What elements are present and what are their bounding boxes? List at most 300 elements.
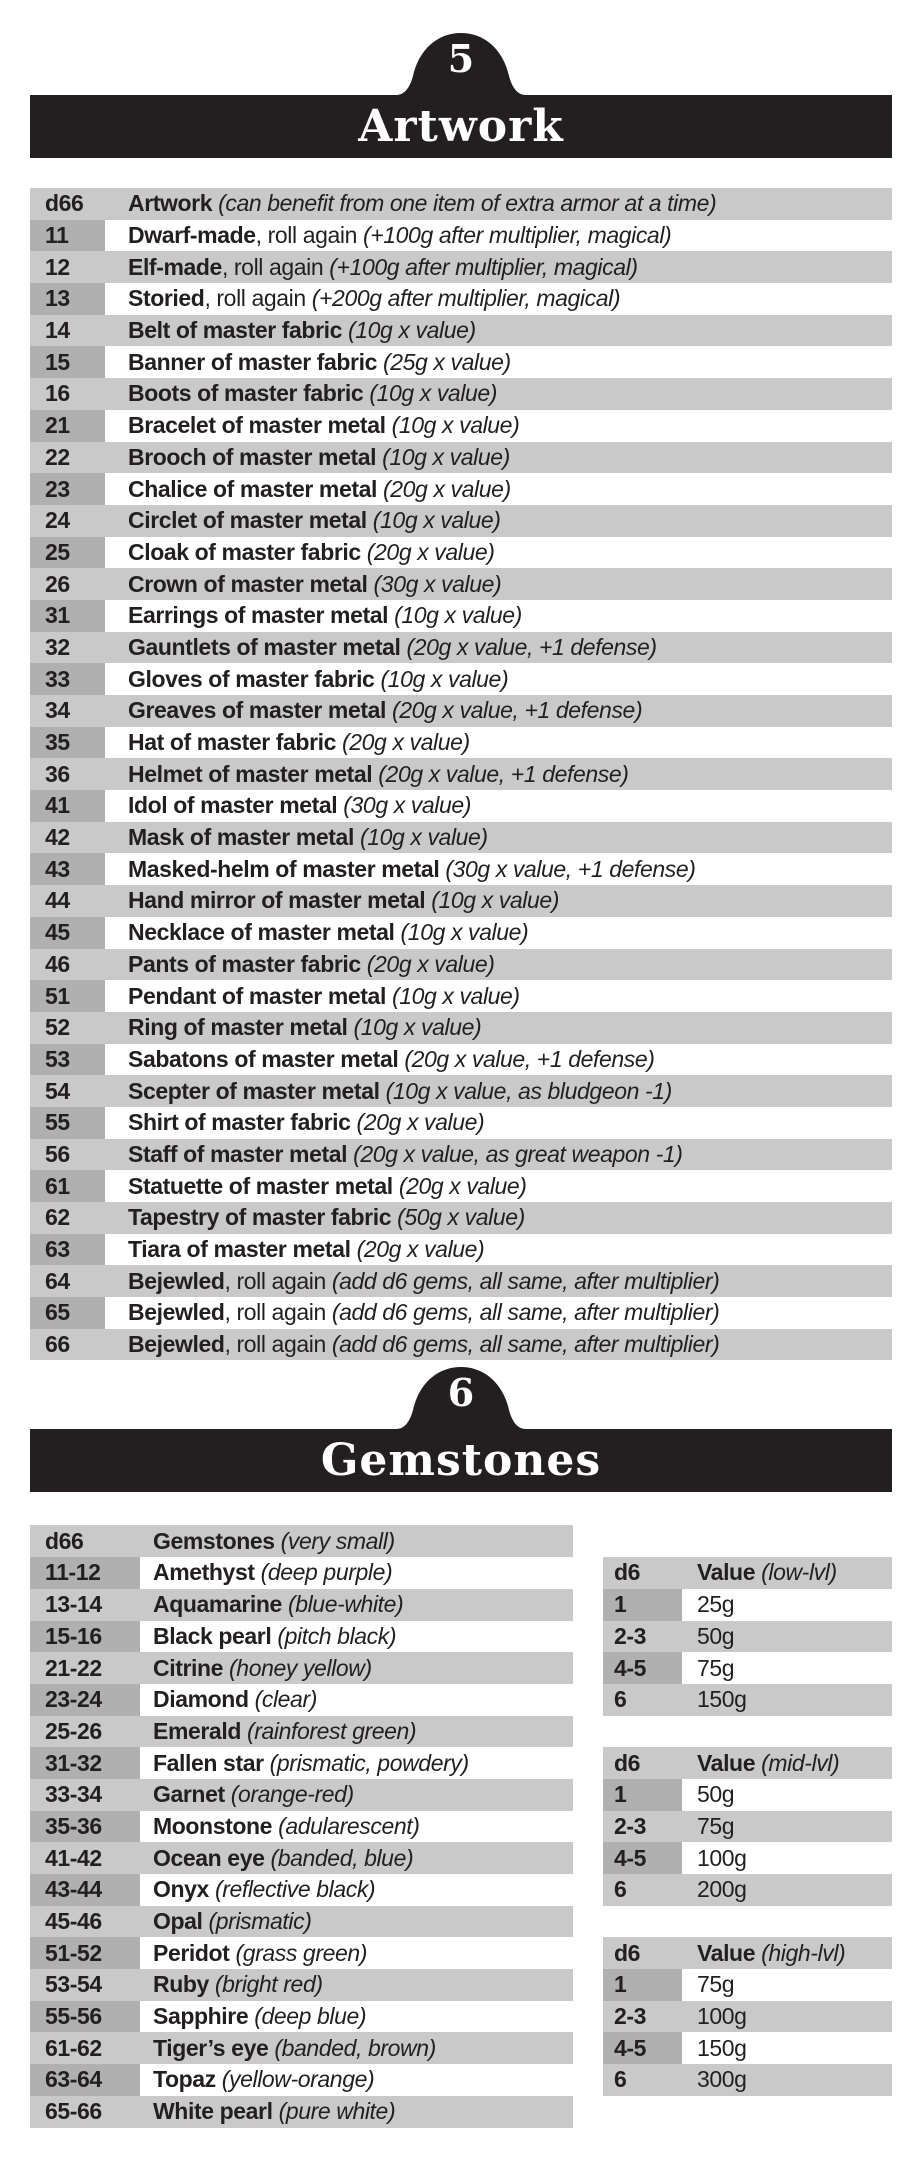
item-cell	[682, 1684, 892, 1716]
die-roll-cell: 55-56	[30, 2001, 140, 2033]
item-note: (10g x value)	[369, 380, 498, 407]
table-row	[30, 727, 892, 759]
item-name: Garnet	[153, 1781, 225, 1808]
section-banner-gemstones	[30, 1429, 892, 1492]
die-roll-cell: 21	[30, 410, 105, 442]
item-note: (20g x value, as great weapon -1)	[353, 1140, 683, 1167]
item-cell	[140, 1779, 573, 1811]
item-name: Citrine	[153, 1654, 224, 1681]
item-name: Sapphire	[153, 2003, 249, 2030]
die-roll-cell: 51-52	[30, 1937, 140, 1969]
item-name: Moonstone	[153, 1812, 273, 1839]
item-note: (20g x value)	[398, 1172, 527, 1199]
die-roll-cell: 34	[30, 695, 105, 727]
item-note: (+100g after multiplier, magical)	[362, 222, 672, 249]
item-name: Necklace of master metal	[128, 919, 395, 946]
item-cell	[105, 663, 892, 695]
item-cell	[682, 1621, 892, 1653]
die-roll-cell: 13	[30, 283, 105, 315]
item-cell	[140, 1747, 573, 1779]
die-roll-cell: 16	[30, 378, 105, 410]
table-header-row	[603, 1937, 892, 1969]
die-roll-cell: 11-12	[30, 1557, 140, 1589]
table-title: Value	[697, 1749, 756, 1776]
item-note: (add d6 gems, all same, after multiplier)	[331, 1267, 720, 1294]
die-roll-cell: 51	[30, 980, 105, 1012]
item-name: Crown of master metal	[128, 570, 368, 597]
table-row	[30, 2032, 573, 2064]
table-note: (can benefit from one item of extra armor at a time)	[218, 190, 717, 217]
section-number-dome-gemstones	[396, 1366, 526, 1429]
die-roll-cell: 14	[30, 315, 105, 347]
item-note: (deep blue)	[254, 2003, 367, 2030]
die-roll-cell: 44	[30, 885, 105, 917]
item-note: (10g x value)	[359, 824, 488, 851]
die-roll-cell: 23	[30, 473, 105, 505]
table-row	[30, 1652, 573, 1684]
value-table	[603, 1747, 892, 1905]
item-name: Mask of master metal	[128, 824, 354, 851]
table-note: (high-lvl)	[761, 1939, 846, 1966]
item-cell	[105, 442, 892, 474]
item-name: Bejewled	[128, 1331, 225, 1358]
item-note: (20g x value, +1 defense)	[406, 633, 657, 660]
item-cell	[105, 283, 892, 315]
table-row	[30, 1075, 892, 1107]
table-row	[30, 283, 892, 315]
item-cell	[105, 1044, 892, 1076]
item-name: Ring of master metal	[128, 1014, 348, 1041]
section-title: Artwork	[358, 101, 564, 152]
item-name: Statuette of master metal	[128, 1172, 393, 1199]
table-row	[30, 632, 892, 664]
die-roll-cell: 15-16	[30, 1621, 140, 1653]
die-roll-cell: 4-5	[603, 2032, 682, 2064]
die-roll-cell: 31-32	[30, 1747, 140, 1779]
die-roll-cell: 31	[30, 600, 105, 632]
die-roll-cell: 6	[603, 2064, 682, 2096]
item-cell	[105, 917, 892, 949]
item-name: Cloak of master fabric	[128, 538, 361, 565]
die-roll-cell: 33	[30, 663, 105, 695]
item-name: Helmet of master metal	[128, 760, 373, 787]
item-name: Staff of master metal	[128, 1140, 348, 1167]
item-cell	[105, 473, 892, 505]
die-roll-cell: 26	[30, 568, 105, 600]
item-cell	[682, 2064, 892, 2096]
die-roll-cell: 43	[30, 853, 105, 885]
section-number: 5	[447, 36, 475, 81]
page-content	[30, 32, 892, 2128]
item-cell	[105, 632, 892, 664]
die-roll-cell: 25	[30, 537, 105, 569]
table-row	[30, 251, 892, 283]
item-cell	[140, 1557, 573, 1589]
item-name: Dwarf-made	[128, 222, 256, 249]
item-cell	[105, 1139, 892, 1171]
item-cell	[140, 1589, 573, 1621]
artwork-table	[30, 188, 892, 1360]
table-row	[603, 2032, 892, 2064]
item-note: (prismatic)	[208, 1908, 312, 1935]
die-roll-cell: 32	[30, 632, 105, 664]
table-row	[603, 1779, 892, 1811]
item-note: (10g x value)	[431, 887, 559, 914]
item-cell	[682, 1779, 892, 1811]
item-name: Bracelet of master metal	[128, 412, 386, 439]
item-name: Brooch of master metal	[128, 443, 377, 470]
die-roll-cell: 4-5	[603, 1652, 682, 1684]
item-note: (20g x value)	[383, 475, 511, 502]
table-row	[603, 1969, 892, 2001]
die-roll-cell: 61-62	[30, 2032, 140, 2064]
die-roll-cell: 36	[30, 758, 105, 790]
table-row	[30, 1811, 573, 1843]
item-cell	[140, 1906, 573, 1938]
item-note: (20g x value, +1 defense)	[404, 1045, 655, 1072]
table-row	[603, 1811, 892, 1843]
item-name: Chalice of master metal	[128, 475, 378, 502]
item-name: Bejewled	[128, 1267, 225, 1294]
table-row	[30, 537, 892, 569]
item-cell	[105, 853, 892, 885]
item-note: (orange-red)	[230, 1781, 354, 1808]
item-cell	[105, 1075, 892, 1107]
table-row	[30, 917, 892, 949]
table-row	[30, 473, 892, 505]
item-name: Ruby	[153, 1971, 209, 1998]
table-row	[30, 442, 892, 474]
item-cell	[105, 600, 892, 632]
table-row	[30, 315, 892, 347]
item-cell	[140, 1937, 573, 1969]
item-note: (adularescent)	[278, 1812, 420, 1839]
item-cell	[105, 885, 892, 917]
item-cell	[105, 1234, 892, 1266]
item-cell	[105, 1170, 892, 1202]
item-cell	[105, 251, 892, 283]
value-text: 50g	[697, 1781, 735, 1808]
table-row	[30, 1716, 573, 1748]
table-row	[30, 2064, 573, 2096]
die-roll-cell: 1	[603, 1969, 682, 2001]
die-roll-cell: 65-66	[30, 2096, 140, 2128]
table-row	[30, 1107, 892, 1139]
table-row	[30, 2096, 573, 2128]
item-name: White pearl	[153, 2098, 273, 2125]
die-roll-cell: 25-26	[30, 1716, 140, 1748]
item-name: Gloves of master fabric	[128, 665, 375, 692]
die-roll-cell: 22	[30, 442, 105, 474]
item-cell	[140, 1969, 573, 2001]
item-note: (+100g after multiplier, magical)	[329, 253, 638, 280]
item-name: Idol of master metal	[128, 792, 338, 819]
item-note: (10g x value)	[391, 412, 520, 439]
item-name: Circlet of master metal	[128, 507, 367, 534]
item-cell	[140, 1874, 573, 1906]
table-note: (very small)	[280, 1527, 395, 1554]
item-cell	[140, 2096, 573, 2128]
table-header-row	[603, 1747, 892, 1779]
table-row	[30, 1684, 573, 1716]
item-cell	[682, 1652, 892, 1684]
die-roll-cell: 43-44	[30, 1874, 140, 1906]
table-note: (low-lvl)	[761, 1559, 837, 1586]
item-cell	[140, 1621, 573, 1653]
item-note: (50g x value)	[397, 1204, 525, 1231]
item-name: Tiara of master metal	[128, 1236, 351, 1263]
item-note: (20g x value)	[342, 729, 470, 756]
item-name: Boots of master fabric	[128, 380, 364, 407]
item-cell	[105, 980, 892, 1012]
die-roll-cell: 12	[30, 251, 105, 283]
value-text: 150g	[697, 2034, 747, 2061]
table-row	[603, 1684, 892, 1716]
die-roll-cell: 64	[30, 1265, 105, 1297]
item-name: Amethyst	[153, 1559, 255, 1586]
die-column-header: d66	[30, 188, 105, 220]
item-cell	[140, 2032, 573, 2064]
table-title: Value	[697, 1939, 756, 1966]
value-text: 75g	[697, 1654, 735, 1681]
table-row	[30, 2001, 573, 2033]
item-note: (20g x value, +1 defense)	[378, 760, 629, 787]
item-cell	[682, 2001, 892, 2033]
item-cell	[105, 1107, 892, 1139]
item-name: Elf-made	[128, 253, 222, 280]
table-row	[30, 220, 892, 252]
item-name: Greaves of master metal	[128, 697, 386, 724]
table-row	[30, 695, 892, 727]
item-cell	[105, 220, 892, 252]
item-note: (10g x value)	[372, 507, 501, 534]
item-name: Bejewled	[128, 1299, 225, 1326]
die-column-header: d6	[603, 1937, 682, 1969]
item-note: (10g x value)	[394, 602, 522, 629]
item-plain-text: , roll again	[224, 1331, 326, 1358]
table-header-row	[30, 188, 892, 220]
die-roll-cell: 33-34	[30, 1779, 140, 1811]
item-note: (pitch black)	[277, 1622, 397, 1649]
die-roll-cell: 1	[603, 1589, 682, 1621]
item-plain-text: , roll again	[224, 1267, 326, 1294]
item-note: (add d6 gems, all same, after multiplier)	[331, 1299, 720, 1326]
item-cell	[140, 2001, 573, 2033]
die-roll-cell: 65	[30, 1297, 105, 1329]
table-row	[30, 1906, 573, 1938]
table-row	[30, 1329, 892, 1361]
item-name: Peridot	[153, 1939, 230, 1966]
item-name: Hand mirror of master metal	[128, 887, 426, 914]
item-plain-text: , roll again	[255, 222, 357, 249]
table-row	[30, 1937, 573, 1969]
item-note: (20g x value)	[356, 1109, 485, 1136]
item-note: (10g x value)	[391, 982, 520, 1009]
table-row	[30, 853, 892, 885]
item-name: Banner of master fabric	[128, 348, 377, 375]
item-name: Scepter of master metal	[128, 1077, 380, 1104]
value-text: 200g	[697, 1876, 747, 1903]
table-header-row	[603, 1557, 892, 1589]
item-name: Tapestry of master fabric	[128, 1204, 392, 1231]
die-roll-cell: 42	[30, 822, 105, 854]
table-row	[30, 822, 892, 854]
table-row	[30, 1621, 573, 1653]
table-row	[30, 600, 892, 632]
table-row	[30, 1557, 573, 1589]
item-cell	[105, 1012, 892, 1044]
item-note: (20g x value, +1 defense)	[392, 697, 643, 724]
item-name: Pendant of master metal	[128, 982, 386, 1009]
value-text: 150g	[697, 1686, 747, 1713]
item-note: (clear)	[254, 1686, 317, 1713]
die-roll-cell: 46	[30, 949, 105, 981]
die-roll-cell: 23-24	[30, 1684, 140, 1716]
table-row	[30, 1969, 573, 2001]
table-row	[30, 1139, 892, 1171]
table-note: (mid-lvl)	[761, 1749, 840, 1776]
item-note: (deep purple)	[260, 1559, 393, 1586]
table-row	[603, 1589, 892, 1621]
item-cell	[140, 2064, 573, 2096]
item-note: (10g x value)	[380, 665, 509, 692]
die-roll-cell: 6	[603, 1874, 682, 1906]
item-cell	[105, 695, 892, 727]
table-row	[30, 980, 892, 1012]
value-text: 100g	[697, 2003, 747, 2030]
item-note: (banded, blue)	[270, 1844, 414, 1871]
die-roll-cell: 13-14	[30, 1589, 140, 1621]
item-name: Hat of master fabric	[128, 729, 337, 756]
item-note: (prismatic, powdery)	[269, 1749, 469, 1776]
item-name: Sabatons of master metal	[128, 1045, 399, 1072]
artwork-table-rows	[30, 220, 892, 1361]
item-name: Onyx	[153, 1876, 209, 1903]
item-note: (10g x value, as bludgeon -1)	[385, 1077, 672, 1104]
die-roll-cell: 56	[30, 1139, 105, 1171]
table-row	[30, 1044, 892, 1076]
item-cell	[105, 315, 892, 347]
item-name: Black pearl	[153, 1622, 272, 1649]
value-text: 100g	[697, 1844, 747, 1871]
table-row	[30, 1779, 573, 1811]
table-row	[603, 1874, 892, 1906]
item-cell	[682, 1874, 892, 1906]
die-roll-cell: 63-64	[30, 2064, 140, 2096]
item-cell	[105, 790, 892, 822]
table-row	[603, 1842, 892, 1874]
die-roll-cell: 4-5	[603, 1842, 682, 1874]
section-title: Gemstones	[320, 1435, 602, 1487]
item-cell	[140, 1811, 573, 1843]
item-cell	[105, 727, 892, 759]
table-row	[603, 2001, 892, 2033]
table-row	[30, 410, 892, 442]
value-tables-column	[603, 1525, 892, 2095]
item-name: Belt of master fabric	[128, 317, 342, 344]
item-cell	[140, 1716, 573, 1748]
table-row	[30, 1234, 892, 1266]
item-cell	[105, 1202, 892, 1234]
value-text: 300g	[697, 2066, 747, 2093]
item-cell	[682, 1842, 892, 1874]
item-cell	[682, 1589, 892, 1621]
item-note: (30g x value, +1 defense)	[445, 855, 696, 882]
item-cell	[105, 949, 892, 981]
die-roll-cell: 41-42	[30, 1842, 140, 1874]
die-roll-cell: 35	[30, 727, 105, 759]
item-name: Emerald	[153, 1717, 241, 1744]
item-cell	[682, 2032, 892, 2064]
item-cell	[105, 822, 892, 854]
item-name: Pants of master fabric	[128, 950, 361, 977]
die-roll-cell: 53	[30, 1044, 105, 1076]
item-note: (10g x value)	[353, 1014, 482, 1041]
item-note: (10g x value)	[400, 919, 529, 946]
item-note: (20g x value)	[356, 1236, 485, 1263]
item-name: Shirt of master fabric	[128, 1109, 351, 1136]
table-row	[30, 758, 892, 790]
die-roll-cell: 45	[30, 917, 105, 949]
die-column-header: d6	[603, 1747, 682, 1779]
table-title: Gemstones	[153, 1527, 275, 1554]
table-row	[30, 568, 892, 600]
item-name: Topaz	[153, 2066, 216, 2093]
item-note: (yellow-orange)	[221, 2066, 375, 2093]
gemstones-layout	[30, 1525, 892, 2127]
section-number: 6	[447, 1370, 475, 1416]
item-note: (pure white)	[278, 2098, 396, 2125]
die-roll-cell: 35-36	[30, 1811, 140, 1843]
item-cell	[682, 1811, 892, 1843]
item-note: (honey yellow)	[229, 1654, 372, 1681]
table-row	[30, 1589, 573, 1621]
item-cell	[682, 1969, 892, 2001]
header-cell	[682, 1937, 892, 1969]
die-roll-cell: 52	[30, 1012, 105, 1044]
table-row	[603, 1652, 892, 1684]
item-plain-text: , roll again	[204, 285, 306, 312]
table-row	[30, 790, 892, 822]
item-cell	[105, 537, 892, 569]
item-note: (+200g after multiplier, magical)	[311, 285, 621, 312]
item-note: (30g x value)	[373, 570, 502, 597]
table-row	[603, 2064, 892, 2096]
item-cell	[140, 1652, 573, 1684]
die-roll-cell: 6	[603, 1684, 682, 1716]
section-number-dome-artwork	[396, 32, 526, 95]
table-row	[30, 1265, 892, 1297]
die-roll-cell: 61	[30, 1170, 105, 1202]
table-row	[30, 505, 892, 537]
die-roll-cell: 21-22	[30, 1652, 140, 1684]
die-roll-cell: 24	[30, 505, 105, 537]
die-roll-cell: 55	[30, 1107, 105, 1139]
item-name: Earrings of master metal	[128, 602, 389, 629]
item-cell	[105, 758, 892, 790]
item-name: Aquamarine	[153, 1591, 282, 1618]
value-text: 75g	[697, 1971, 735, 1998]
table-row	[30, 1842, 573, 1874]
item-note: (20g x value)	[366, 538, 495, 565]
item-note: (bright red)	[214, 1971, 323, 1998]
section-banner-artwork	[30, 95, 892, 158]
die-column-header: d66	[30, 1525, 140, 1557]
item-name: Diamond	[153, 1686, 249, 1713]
table-row	[30, 663, 892, 695]
die-roll-cell: 66	[30, 1329, 105, 1361]
value-table	[603, 1937, 892, 2095]
